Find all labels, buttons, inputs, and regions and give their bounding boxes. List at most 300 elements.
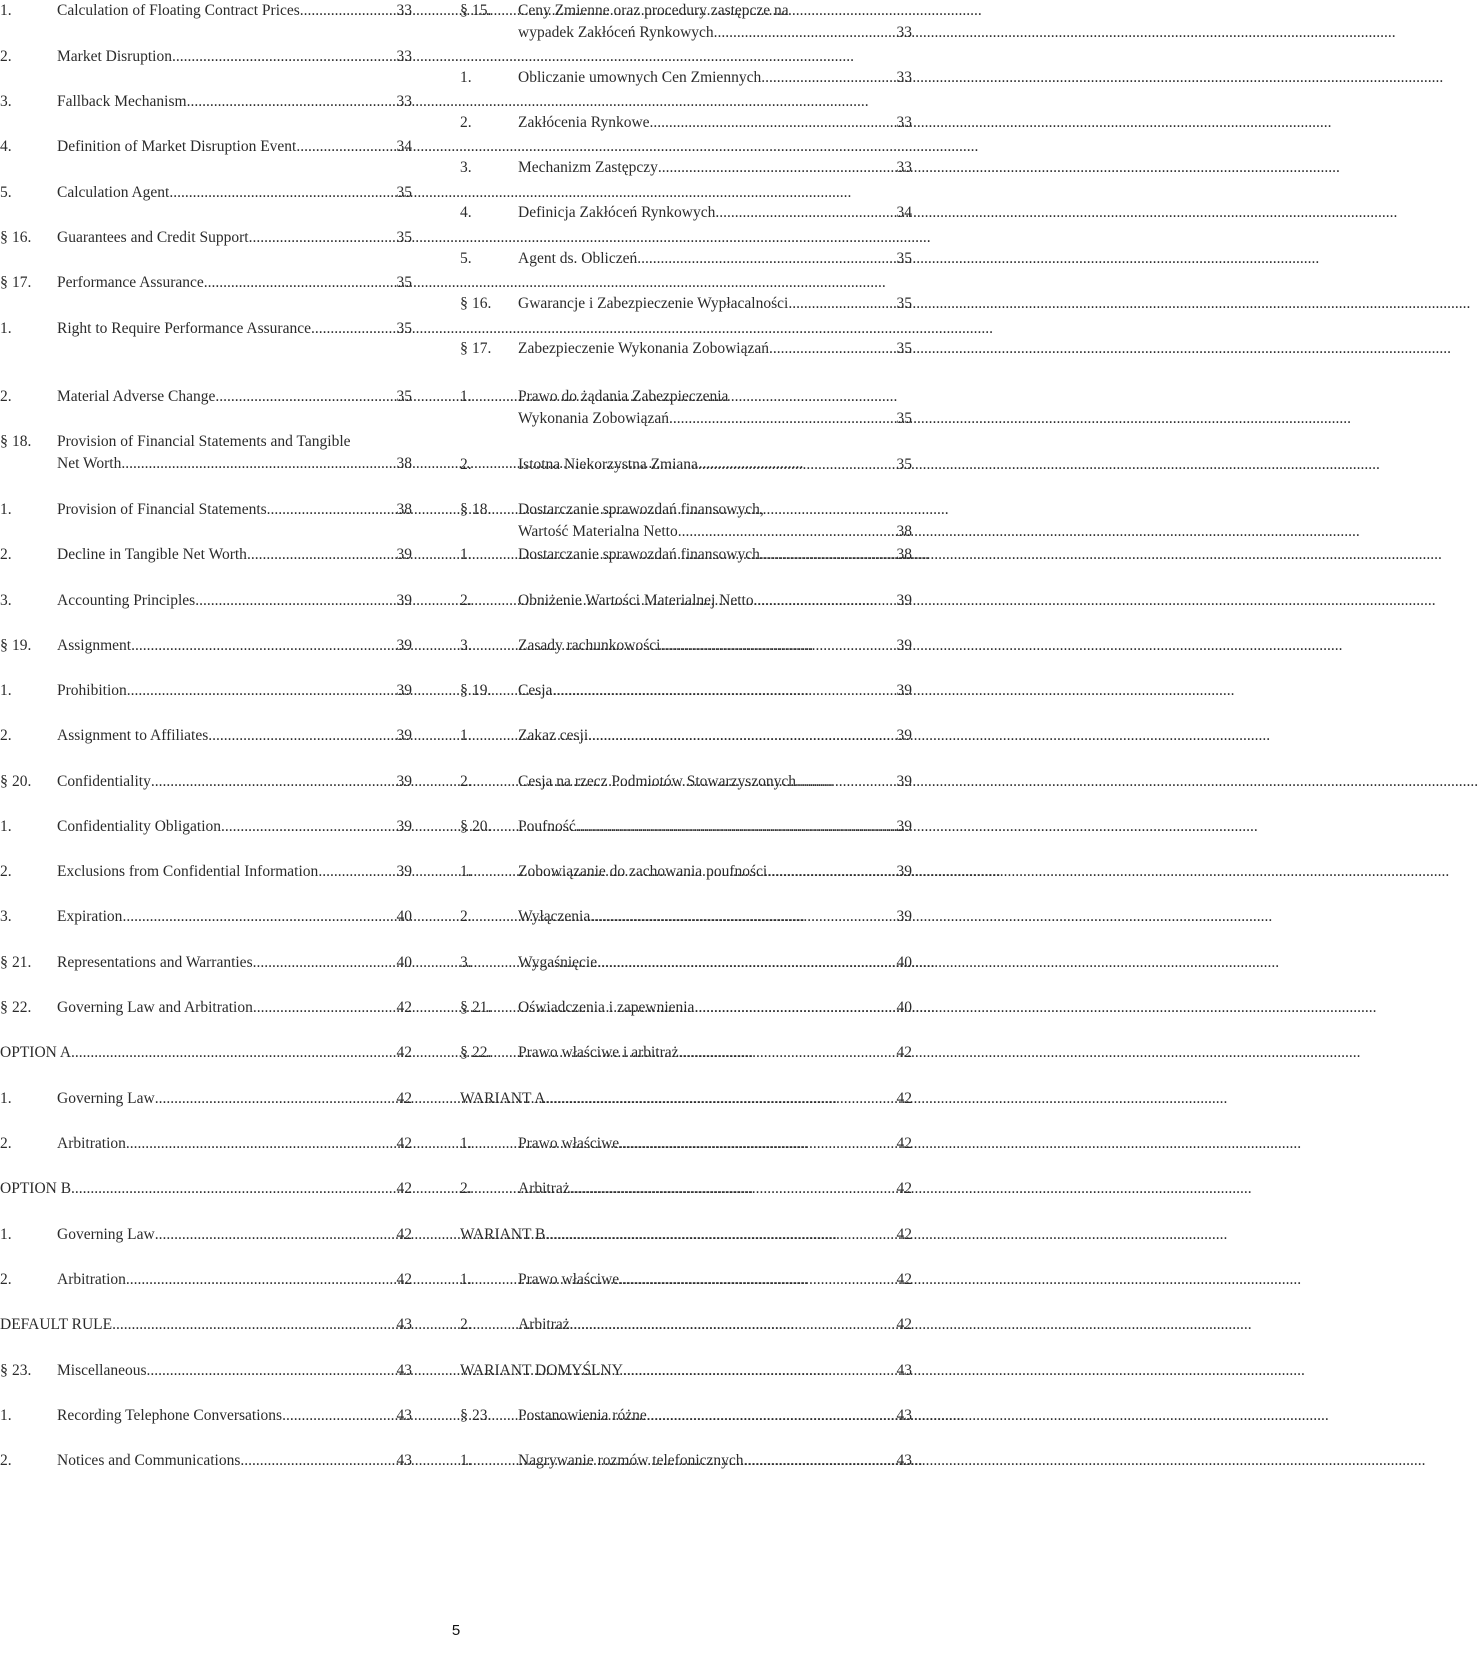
toc-entry-line bbox=[0, 46, 412, 68]
dot-leader bbox=[545, 1224, 895, 1246]
dot-leader bbox=[155, 1224, 396, 1246]
toc-page-number: 42 bbox=[396, 999, 412, 1016]
toc-entry-line bbox=[460, 590, 912, 612]
toc-entry-number: 18. bbox=[12, 433, 32, 450]
toc-page-number: 35 bbox=[896, 456, 912, 473]
toc-entry[interactable] bbox=[460, 248, 912, 270]
toc-entry[interactable] bbox=[0, 136, 412, 158]
toc-entry-number: 1. bbox=[460, 388, 472, 405]
dot-leader bbox=[788, 293, 895, 315]
dot-leader bbox=[796, 771, 895, 793]
toc-page-number: 39 bbox=[396, 637, 412, 654]
toc-entry-title: Definicja Zakłóceń Rynkowych bbox=[518, 204, 716, 221]
toc-entry[interactable] bbox=[460, 590, 912, 612]
toc-page-number: 39 bbox=[396, 727, 412, 744]
toc-entry-number: 21. bbox=[472, 999, 492, 1016]
toc-entry-line bbox=[0, 386, 412, 408]
toc-entry-title: Prawo właściwe bbox=[518, 1271, 620, 1288]
toc-entry-number: 5. bbox=[460, 250, 472, 267]
toc-entry-number: 19. bbox=[472, 682, 492, 699]
section-sign: § bbox=[460, 818, 468, 835]
toc-entry-title: DEFAULT RULE bbox=[0, 1316, 113, 1333]
toc-page-number: 39 bbox=[396, 682, 412, 699]
toc-entry-line bbox=[460, 67, 912, 89]
toc-entry-line bbox=[460, 680, 912, 702]
toc-entry-title: Zakaz cesji bbox=[518, 727, 589, 744]
toc-entry[interactable] bbox=[0, 544, 412, 566]
toc-entry-number: 1. bbox=[0, 320, 12, 337]
toc-entry-title: Definition of Market Disruption Event bbox=[57, 138, 297, 155]
toc-entry-number: 3. bbox=[460, 159, 472, 176]
toc-entry-title: Market Disruption bbox=[57, 48, 172, 65]
toc-entry-line bbox=[460, 1178, 912, 1200]
dot-leader bbox=[195, 590, 395, 612]
dot-leader bbox=[679, 1042, 896, 1064]
dot-leader bbox=[769, 338, 896, 360]
toc-page-number: 40 bbox=[896, 999, 912, 1016]
dot-leader bbox=[760, 544, 896, 566]
section-sign: § bbox=[0, 954, 8, 971]
toc-entry-title: Prohibition bbox=[57, 682, 127, 699]
toc-entry-title: Mechanizm Zastępczy bbox=[518, 159, 658, 176]
toc-entry-number: 3. bbox=[0, 592, 12, 609]
toc-entry-title: Arbitraż bbox=[518, 1316, 570, 1333]
toc-entry[interactable] bbox=[460, 1360, 912, 1382]
toc-entry[interactable] bbox=[460, 725, 912, 747]
toc-entry-line bbox=[0, 952, 412, 974]
toc-entry[interactable] bbox=[0, 771, 412, 793]
toc-entry-number: 18. bbox=[472, 501, 492, 518]
toc-entry-line bbox=[0, 816, 412, 838]
toc-entry-title: Agent ds. Obliczeń bbox=[518, 250, 638, 267]
toc-entry[interactable] bbox=[0, 861, 412, 883]
toc-page-number: 42 bbox=[896, 1044, 912, 1061]
toc-entry-number: 2. bbox=[460, 773, 472, 790]
toc-entry-number: 16. bbox=[472, 295, 492, 312]
toc-entry-number: 2. bbox=[460, 114, 472, 131]
toc-entry-line bbox=[0, 590, 412, 612]
toc-entry-line bbox=[460, 454, 912, 476]
toc-entry[interactable] bbox=[0, 1178, 412, 1200]
toc-entry-line bbox=[0, 635, 412, 657]
toc-entry-title: Zobowiązanie do zachowania poufności bbox=[518, 863, 768, 880]
toc-entry[interactable] bbox=[0, 1133, 412, 1155]
dot-leader bbox=[318, 861, 395, 883]
toc-entry-line bbox=[0, 1405, 412, 1427]
toc-entry-title: Obliczanie umownych Cen Zmiennych bbox=[518, 69, 762, 86]
dot-leader bbox=[623, 1360, 896, 1382]
toc-entry[interactable] bbox=[460, 1088, 912, 1110]
dot-leader bbox=[698, 454, 896, 476]
toc-entry[interactable] bbox=[460, 1269, 912, 1291]
toc-entry-number: 1. bbox=[0, 501, 12, 518]
dot-leader bbox=[253, 952, 396, 974]
toc-entry-line bbox=[0, 997, 412, 1019]
toc-entry[interactable] bbox=[460, 771, 912, 793]
toc-entry-number: 3. bbox=[0, 908, 12, 925]
dot-leader bbox=[650, 112, 896, 134]
toc-entry-line bbox=[0, 1088, 412, 1110]
toc-page-number: 34 bbox=[396, 138, 412, 155]
dot-leader bbox=[240, 1450, 395, 1472]
toc-entry-title: Poufność bbox=[518, 818, 576, 835]
toc-entry-number: 1. bbox=[0, 682, 12, 699]
section-sign: § bbox=[460, 682, 468, 699]
dot-leader bbox=[253, 997, 396, 1019]
toc-entry[interactable] bbox=[460, 499, 912, 543]
toc-entry-title-continuation: Wykonania Zobowiązań bbox=[518, 410, 669, 427]
toc-page-number: 35 bbox=[896, 340, 912, 357]
toc-entry-title: Right to Require Performance Assurance bbox=[57, 320, 311, 337]
toc-entry-second-line bbox=[460, 521, 912, 543]
dot-leader bbox=[767, 861, 895, 883]
dot-leader bbox=[678, 521, 896, 543]
toc-entry[interactable] bbox=[460, 157, 912, 179]
toc-page-number: 35 bbox=[396, 274, 412, 291]
dot-leader bbox=[282, 1405, 395, 1427]
toc-entry-line bbox=[0, 227, 412, 249]
dot-leader bbox=[570, 1314, 896, 1336]
toc-entry-first-line bbox=[0, 431, 412, 453]
toc-entry[interactable] bbox=[460, 454, 912, 476]
toc-entry[interactable] bbox=[0, 680, 412, 702]
toc-entry-line bbox=[460, 1133, 912, 1155]
toc-entry[interactable] bbox=[460, 997, 912, 1019]
dot-leader bbox=[576, 816, 896, 838]
dot-leader bbox=[669, 408, 896, 430]
toc-entry[interactable] bbox=[460, 1405, 912, 1427]
toc-page-number: 38 bbox=[396, 501, 412, 518]
toc-entry-title: Guarantees and Credit Support bbox=[57, 229, 249, 246]
toc-entry-line bbox=[0, 1269, 412, 1291]
toc-entry-title: Recording Telephone Conversations bbox=[57, 1407, 283, 1424]
toc-entry-line bbox=[0, 182, 412, 204]
toc-entry-title: Accounting Principles bbox=[57, 592, 196, 609]
toc-page-number: 39 bbox=[896, 818, 912, 835]
toc-entry-number: 23. bbox=[472, 1407, 492, 1424]
dot-leader bbox=[619, 1133, 895, 1155]
toc-entry-title: Wyłączenia bbox=[518, 908, 591, 925]
toc-entry[interactable] bbox=[0, 182, 412, 204]
toc-entry-line bbox=[460, 1224, 912, 1246]
toc-entry-title: Fallback Mechanism bbox=[57, 93, 187, 110]
toc-entry-number: 22. bbox=[472, 1044, 492, 1061]
toc-entry[interactable] bbox=[0, 816, 412, 838]
toc-entry-line bbox=[460, 157, 912, 179]
toc-entry[interactable] bbox=[0, 1360, 412, 1382]
dot-leader bbox=[267, 499, 396, 521]
toc-entry-first-line bbox=[460, 386, 912, 408]
toc-entry[interactable] bbox=[460, 952, 912, 974]
toc-entry-line bbox=[0, 1314, 412, 1336]
toc-entry-number: 2. bbox=[0, 546, 12, 563]
toc-entry[interactable] bbox=[0, 952, 412, 974]
toc-entry-title: Provision of Financial Statements bbox=[57, 501, 267, 518]
toc-entry-line bbox=[460, 1314, 912, 1336]
dot-leader bbox=[545, 1088, 895, 1110]
toc-entry-title: Calculation Agent bbox=[57, 184, 170, 201]
toc-entry-title-continuation: Wartość Materialna Netto bbox=[518, 523, 678, 540]
toc-entry[interactable] bbox=[460, 1224, 912, 1246]
toc-entry[interactable] bbox=[0, 635, 412, 657]
dot-leader bbox=[660, 635, 895, 657]
toc-page-number: 42 bbox=[896, 1271, 912, 1288]
toc-entry[interactable] bbox=[0, 431, 412, 475]
toc-entry-line bbox=[460, 1450, 912, 1472]
toc-entry-line bbox=[460, 952, 912, 974]
toc-entry[interactable] bbox=[0, 997, 412, 1019]
toc-entry-first-line bbox=[460, 499, 912, 521]
toc-page-number: 39 bbox=[396, 818, 412, 835]
toc-entry[interactable] bbox=[0, 91, 412, 113]
toc-entry-number: 23. bbox=[12, 1362, 32, 1379]
toc-entry[interactable] bbox=[0, 1042, 412, 1064]
toc-entry[interactable] bbox=[0, 272, 412, 294]
toc-entry-line bbox=[0, 91, 412, 113]
toc-entry-line bbox=[460, 293, 912, 315]
toc-page-number: 42 bbox=[396, 1180, 412, 1197]
toc-entry-number: 1. bbox=[460, 546, 472, 563]
dot-leader bbox=[694, 997, 895, 1019]
toc-entry[interactable] bbox=[0, 1269, 412, 1291]
toc-entry-title: Zasady rachunkowości bbox=[518, 637, 661, 654]
toc-entry-line bbox=[0, 136, 412, 158]
toc-page-number: 39 bbox=[396, 863, 412, 880]
toc-entry-title-continuation: Net Worth bbox=[57, 455, 122, 472]
toc-page-number: 43 bbox=[396, 1452, 412, 1469]
toc-page-number: 42 bbox=[396, 1226, 412, 1243]
dot-leader bbox=[311, 318, 396, 340]
dot-leader bbox=[147, 1360, 396, 1382]
dot-leader bbox=[221, 816, 395, 838]
dot-leader bbox=[744, 1450, 896, 1472]
toc-page-number: 33 bbox=[896, 24, 912, 41]
section-sign: § bbox=[460, 999, 468, 1016]
toc-page-number: 39 bbox=[396, 773, 412, 790]
section-sign: § bbox=[0, 433, 8, 450]
toc-entry-line bbox=[460, 1405, 912, 1427]
section-sign: § bbox=[0, 999, 8, 1016]
dot-leader bbox=[151, 771, 396, 793]
toc-entry[interactable] bbox=[460, 67, 912, 89]
toc-entry[interactable] bbox=[460, 0, 912, 44]
toc-entry-line bbox=[0, 499, 412, 521]
toc-entry-number: 1. bbox=[0, 1407, 12, 1424]
toc-entry[interactable] bbox=[460, 861, 912, 883]
toc-entry-title: Prawo właściwe bbox=[518, 1135, 620, 1152]
toc-entry-number: 2. bbox=[460, 1180, 472, 1197]
toc-entry[interactable] bbox=[0, 1314, 412, 1336]
dot-leader bbox=[208, 725, 395, 747]
toc-entry-title: Prawo właściwe i arbitraż bbox=[518, 1044, 679, 1061]
toc-entry-line bbox=[0, 771, 412, 793]
toc-page-number: 39 bbox=[896, 773, 912, 790]
toc-page-number: 42 bbox=[896, 1135, 912, 1152]
toc-entry[interactable] bbox=[0, 318, 412, 340]
toc-entry-number: 1. bbox=[0, 1226, 12, 1243]
toc-entry[interactable] bbox=[460, 338, 912, 360]
toc-entry-title: Material Adverse Change bbox=[57, 388, 216, 405]
toc-entry-line bbox=[0, 544, 412, 566]
toc-entry-line bbox=[460, 635, 912, 657]
toc-entry[interactable] bbox=[0, 499, 412, 521]
toc-page-number: 35 bbox=[396, 229, 412, 246]
toc-entry-number: 20. bbox=[12, 773, 32, 790]
toc-entry[interactable] bbox=[460, 1042, 912, 1064]
toc-entry-number: 22. bbox=[12, 999, 32, 1016]
toc-entry[interactable] bbox=[0, 725, 412, 747]
toc-entry[interactable] bbox=[0, 590, 412, 612]
toc-page-number: 42 bbox=[896, 1226, 912, 1243]
toc-entry[interactable] bbox=[460, 112, 912, 134]
toc-entry-line bbox=[460, 338, 912, 360]
dot-leader bbox=[126, 1133, 396, 1155]
toc-entry-title: Expiration bbox=[57, 908, 123, 925]
toc-entry-first-line bbox=[460, 0, 912, 22]
toc-entry-number: 4. bbox=[460, 204, 472, 221]
toc-entry-number: 3. bbox=[0, 93, 12, 110]
toc-page-number: 33 bbox=[896, 159, 912, 176]
toc-entry-line bbox=[0, 906, 412, 928]
toc-entry-number: 1. bbox=[460, 863, 472, 880]
toc-entry[interactable] bbox=[460, 544, 912, 566]
toc-entry-number: 15. bbox=[472, 2, 492, 19]
toc-page-number: 35 bbox=[396, 184, 412, 201]
section-sign: § bbox=[0, 229, 8, 246]
toc-entry[interactable] bbox=[460, 1314, 912, 1336]
toc-entry-title: OPTION B bbox=[0, 1180, 72, 1197]
toc-entry-title: Postanowienia różne bbox=[518, 1407, 647, 1424]
section-sign: § bbox=[460, 340, 468, 357]
toc-entry-title: Zakłócenia Rynkowe bbox=[518, 114, 650, 131]
dot-leader bbox=[121, 453, 395, 475]
toc-entry[interactable] bbox=[0, 906, 412, 928]
toc-entry-title: Zabezpieczenie Wykonania Zobowiązań bbox=[518, 340, 769, 357]
toc-page-number: 43 bbox=[896, 1407, 912, 1424]
dot-leader bbox=[126, 1269, 396, 1291]
dot-leader bbox=[597, 952, 895, 974]
toc-entry-line bbox=[460, 1269, 912, 1291]
toc-entry[interactable] bbox=[0, 386, 412, 408]
toc-entry-title: Provision of Financial Statements and Tangible bbox=[57, 433, 351, 450]
toc-entry[interactable] bbox=[0, 46, 412, 68]
toc-entry-number: 2. bbox=[460, 592, 472, 609]
toc-entry-title: Performance Assurance bbox=[57, 274, 204, 291]
toc-entry-title: Dostarczanie sprawozdań finansowych, bbox=[518, 501, 764, 518]
toc-entry-title: Exclusions from Confidential Information bbox=[57, 863, 319, 880]
toc-entry[interactable] bbox=[460, 1133, 912, 1155]
toc-entry[interactable] bbox=[0, 227, 412, 249]
toc-page-number: 39 bbox=[896, 682, 912, 699]
toc-entry-line bbox=[0, 1042, 412, 1064]
toc-entry[interactable] bbox=[460, 635, 912, 657]
toc-entry-line bbox=[460, 1360, 912, 1382]
section-sign: § bbox=[0, 773, 8, 790]
toc-page-number: 38 bbox=[396, 455, 412, 472]
toc-entry-title: Ceny Zmienne oraz procedury zastępcze na bbox=[518, 2, 789, 19]
dot-leader bbox=[619, 1269, 895, 1291]
toc-page-number: 39 bbox=[896, 637, 912, 654]
dot-leader bbox=[714, 22, 896, 44]
toc-entry-number: 5. bbox=[0, 184, 12, 201]
dot-leader bbox=[249, 227, 396, 249]
toc-entry[interactable] bbox=[460, 1450, 912, 1472]
dot-leader bbox=[552, 680, 895, 702]
toc-page-number: 42 bbox=[396, 1090, 412, 1107]
toc-entry[interactable] bbox=[0, 1088, 412, 1110]
toc-page-number: 33 bbox=[396, 2, 412, 19]
section-sign: § bbox=[460, 1407, 468, 1424]
toc-entry-line bbox=[0, 1178, 412, 1200]
toc-entry[interactable] bbox=[0, 1224, 412, 1246]
toc-entry-title: Obniżenie Wartości Materialnej Netto bbox=[518, 592, 754, 609]
toc-page-number: 33 bbox=[896, 69, 912, 86]
toc-entry-title: Nagrywanie rozmów telefonicznych bbox=[518, 1452, 744, 1469]
toc-entry[interactable] bbox=[460, 293, 912, 315]
toc-entry-title: Arbitraż bbox=[518, 1180, 570, 1197]
toc-entry[interactable] bbox=[460, 680, 912, 702]
toc-entry[interactable] bbox=[460, 386, 912, 430]
toc-entry[interactable] bbox=[460, 1178, 912, 1200]
toc-entry-number: 2. bbox=[0, 1271, 12, 1288]
toc-entry-second-line bbox=[460, 408, 912, 430]
toc-entry-line bbox=[0, 1224, 412, 1246]
toc-entry-number: 17. bbox=[472, 340, 492, 357]
toc-entry[interactable] bbox=[460, 202, 912, 224]
toc-entry-line bbox=[460, 202, 912, 224]
toc-entry-number: 1. bbox=[460, 1135, 472, 1152]
toc-entry-line bbox=[0, 1450, 412, 1472]
toc-entry-line bbox=[460, 544, 912, 566]
page-number: 5 bbox=[451, 1622, 461, 1639]
toc-entry[interactable] bbox=[0, 0, 412, 22]
toc-entry-number: 20. bbox=[472, 818, 492, 835]
toc-entry-title: Arbitration bbox=[57, 1271, 126, 1288]
toc-entry-title: Prawo do żądania Zabezpieczenia bbox=[518, 388, 729, 405]
toc-entry[interactable] bbox=[0, 1405, 412, 1427]
toc-entry-number: 2. bbox=[0, 727, 12, 744]
toc-entry-number: 21. bbox=[12, 954, 32, 971]
toc-entry-title: Istotna Niekorzystna Zmiana bbox=[518, 456, 698, 473]
toc-entry[interactable] bbox=[460, 906, 912, 928]
toc-entry-number: 1. bbox=[0, 1090, 12, 1107]
toc-page-number: 43 bbox=[396, 1316, 412, 1333]
dot-leader bbox=[215, 386, 395, 408]
toc-entry-number: 17. bbox=[12, 274, 32, 291]
toc-entry-number: 1. bbox=[460, 1271, 472, 1288]
section-sign: § bbox=[460, 2, 468, 19]
dot-leader bbox=[204, 272, 396, 294]
toc-entry-number: 1. bbox=[460, 1452, 472, 1469]
toc-page-number: 33 bbox=[896, 114, 912, 131]
toc-entry-number: 3. bbox=[460, 954, 472, 971]
toc-page-number: 34 bbox=[896, 204, 912, 221]
toc-entry-title: Dostarczanie sprawozdań finansowych bbox=[518, 546, 760, 563]
toc-entry[interactable] bbox=[460, 816, 912, 838]
toc-entry-line bbox=[460, 861, 912, 883]
toc-entry-number: 2. bbox=[0, 1135, 12, 1152]
dot-leader bbox=[122, 906, 395, 928]
toc-page-number: 43 bbox=[896, 1452, 912, 1469]
toc-entry-line bbox=[460, 816, 912, 838]
toc-entry-number: 19. bbox=[12, 637, 32, 654]
toc-entry-line bbox=[0, 680, 412, 702]
toc-entry-number: 2. bbox=[460, 1316, 472, 1333]
toc-entry[interactable] bbox=[0, 1450, 412, 1472]
toc-entry-second-line bbox=[460, 22, 912, 44]
toc-entry-title: WARIANT A bbox=[460, 1090, 546, 1107]
toc-entry-line bbox=[0, 1133, 412, 1155]
